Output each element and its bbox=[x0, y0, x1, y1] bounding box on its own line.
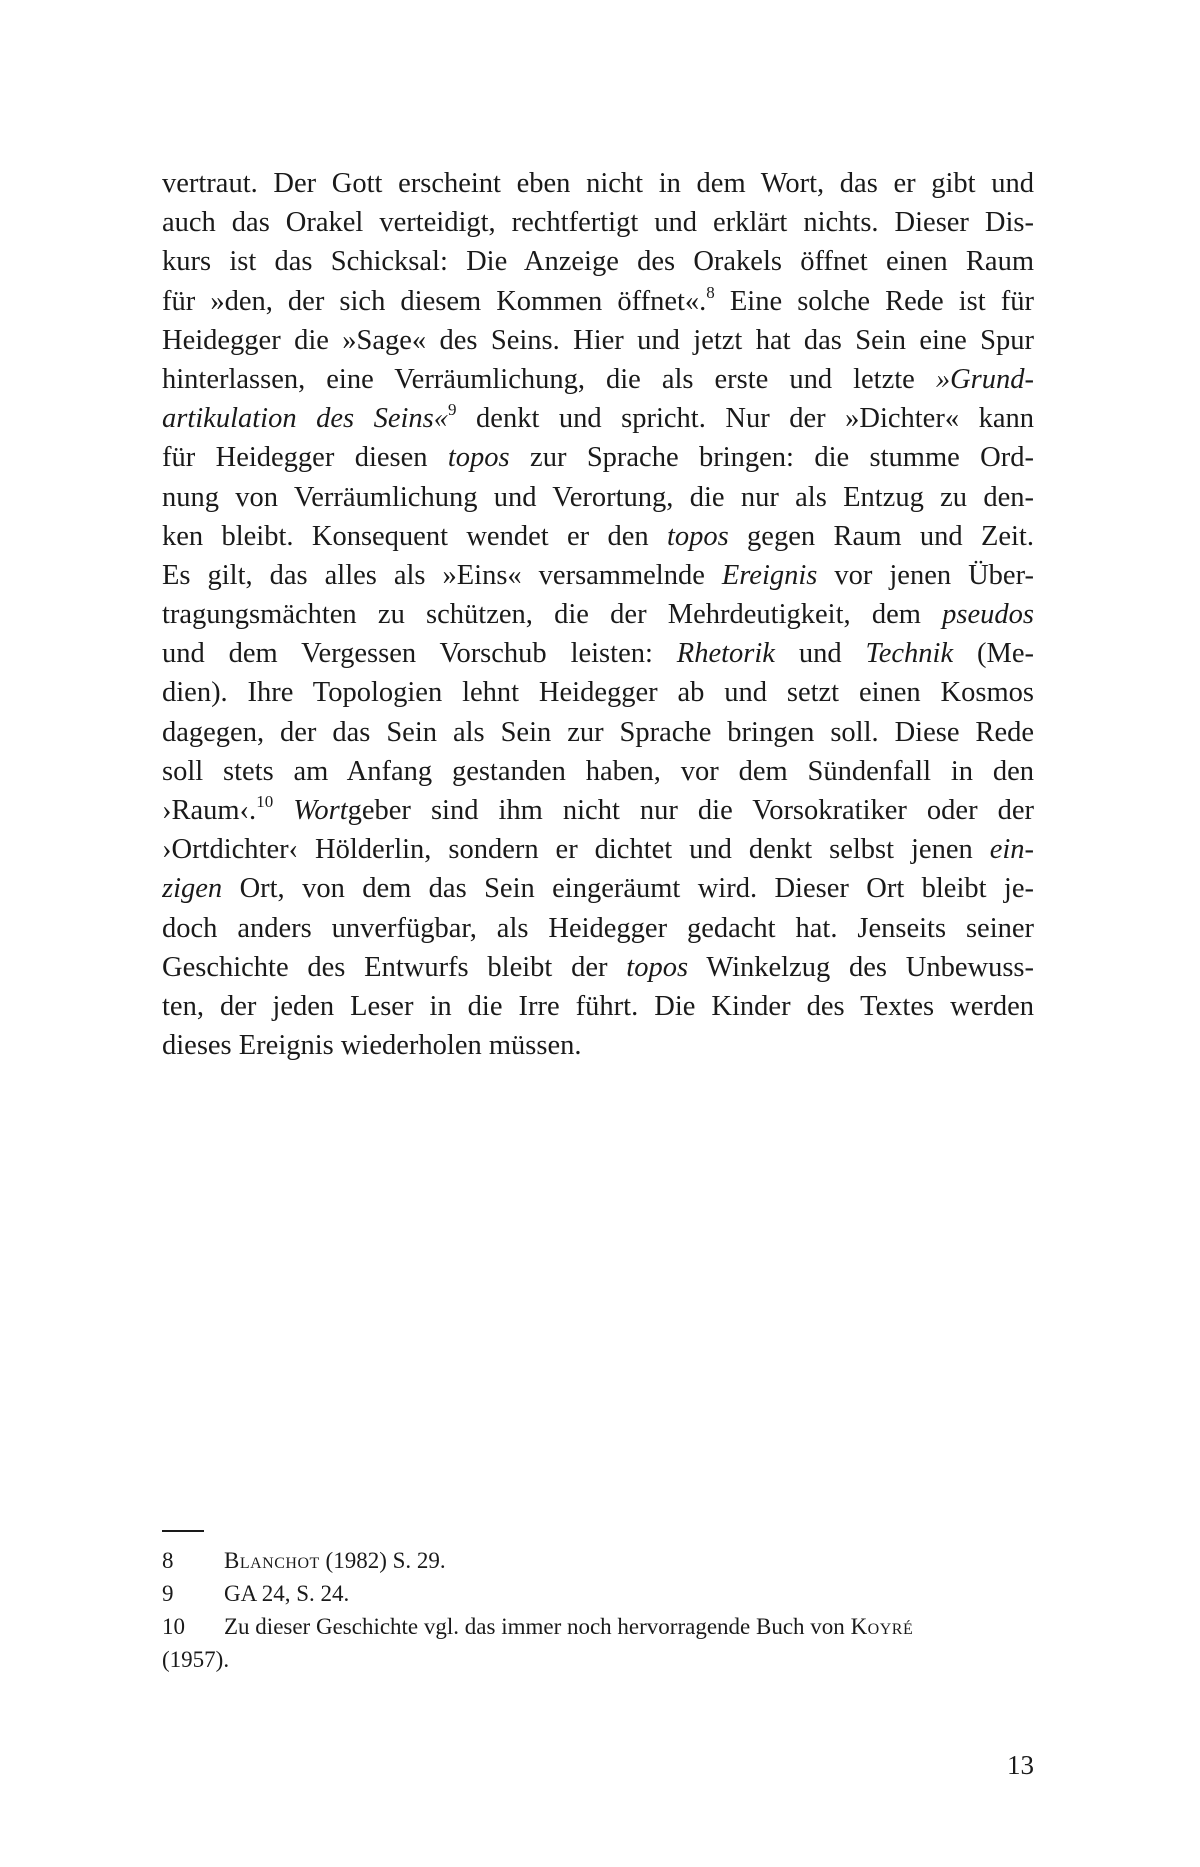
footnote-ref[interactable]: 8 bbox=[706, 282, 715, 302]
text-line bbox=[162, 752, 1034, 791]
author-name: Koyré bbox=[850, 1614, 914, 1639]
italic-run: pseudos bbox=[942, 599, 1034, 631]
text-run: dieses Ereignis wiederholen müssen. bbox=[162, 1030, 582, 1062]
footnote-ref[interactable]: 9 bbox=[448, 400, 457, 420]
footnote-separator bbox=[162, 1530, 204, 1532]
text-run: dagegen, der das Sein als Sein zur Sprache bringen soll. Diese Rede bbox=[162, 716, 1034, 748]
text-run: Eine solche Rede ist für bbox=[714, 285, 1034, 317]
text-run: ›Ortdichter‹ Hölderlin, sondern er dichtet und denkt selbst jenen bbox=[162, 834, 990, 866]
text-run: vor jenen Über- bbox=[817, 559, 1034, 591]
text-line bbox=[162, 1026, 1034, 1065]
footnote-text-run: Zu dieser Geschichte vgl. das immer noch hervorragende Buch von bbox=[224, 1614, 851, 1639]
italic-run: Technik bbox=[865, 638, 954, 670]
text-line bbox=[162, 203, 1034, 242]
italic-run: topos bbox=[626, 951, 689, 983]
text-line bbox=[162, 556, 1034, 595]
italic-run: Wort bbox=[273, 795, 348, 826]
text-run: auch das Orakel verteidigt, rechtfertigt und erklärt nichts. Dieser Dis- bbox=[162, 207, 1034, 239]
text-run: ken bleibt. Konsequent wendet er den bbox=[162, 520, 667, 552]
text-line bbox=[162, 478, 1034, 517]
text-line bbox=[162, 987, 1034, 1026]
footnote bbox=[162, 1544, 1034, 1577]
page-number: 13 bbox=[1007, 1750, 1034, 1780]
author-name: Blanchot bbox=[224, 1548, 320, 1573]
text-run: kurs ist das Schicksal: Die Anzeige des Orakels öffnet einen Raum bbox=[162, 246, 1034, 278]
italic-run: »Grund- bbox=[935, 363, 1034, 395]
footnote bbox=[162, 1610, 1034, 1643]
text-run: und bbox=[774, 638, 866, 670]
text-line bbox=[162, 438, 1034, 477]
text-run: doch anders unverfügbar, als Heidegger gedacht hat. Jenseits seiner bbox=[162, 912, 1034, 944]
text-run: Winkelzug des Unbewuss- bbox=[688, 951, 1034, 983]
text-run: für »den, der sich diesem Kommen öffnet«. bbox=[162, 285, 707, 317]
footnote-text: GA 24, S. 24. bbox=[224, 1581, 350, 1606]
footnote-continuation bbox=[162, 1643, 1034, 1676]
text-line bbox=[162, 909, 1034, 948]
text-line bbox=[162, 321, 1034, 360]
italic-run: Ereignis bbox=[721, 559, 818, 591]
text-run: nung von Verräumlichung und Verortung, die nur als Entzug zu den- bbox=[162, 481, 1034, 513]
text-line bbox=[162, 634, 1034, 673]
text-line bbox=[162, 673, 1034, 712]
italic-run: topos bbox=[666, 520, 729, 552]
text-line bbox=[162, 360, 1034, 399]
italic-run: ein- bbox=[989, 834, 1034, 866]
text-line bbox=[162, 517, 1034, 556]
footnote-ref[interactable]: 10 bbox=[256, 792, 274, 811]
footnote-text bbox=[224, 1610, 913, 1643]
text-run: Ort, von dem das Sein eingeräumt wird. Dieser Ort bleibt je- bbox=[222, 873, 1034, 905]
text-run: Heidegger die »Sage« des Seins. Hier und jetzt hat das Sein eine Spur bbox=[162, 324, 1034, 356]
text-run: gegen Raum und Zeit. bbox=[728, 520, 1034, 552]
text-run: denkt und spricht. Nur der »Dichter« kann bbox=[456, 403, 1034, 435]
text-run: (Me- bbox=[953, 638, 1034, 670]
footnote-number: 10 bbox=[162, 1614, 185, 1639]
text-line bbox=[162, 830, 1034, 869]
text-run: hinterlassen, eine Verräumlichung, die als erste und letzte bbox=[162, 363, 936, 395]
italic-run: topos bbox=[447, 442, 510, 474]
text-run: ten, der jeden Leser in die Irre führt. Die Kinder des Textes werden bbox=[162, 990, 1034, 1022]
text-line bbox=[162, 791, 1034, 830]
text-line bbox=[162, 713, 1034, 752]
text-run: für Heidegger diesen bbox=[162, 442, 448, 474]
footnote-text bbox=[224, 1544, 446, 1577]
italic-run: zigen bbox=[162, 873, 223, 905]
italic-run: artikulation des Seins« bbox=[162, 403, 449, 435]
text-run: und dem Vergessen Vorschub leisten: bbox=[162, 638, 677, 670]
footnote bbox=[162, 1577, 1034, 1610]
text-run: tragungsmächten zu schützen, die der Mehrdeutigkeit, dem bbox=[162, 599, 943, 631]
text-run: soll stets am Anfang gestanden haben, vor dem Sündenfall in den bbox=[162, 755, 1034, 787]
text-line bbox=[162, 164, 1034, 203]
text-run: vertraut. Der Gott erscheint eben nicht in dem Wort, das er gibt und bbox=[162, 168, 1034, 199]
main-text bbox=[162, 164, 1034, 1065]
text-run: Geschichte des Entwurfs bleibt der bbox=[162, 951, 627, 983]
text-line bbox=[162, 595, 1034, 634]
text-line bbox=[162, 948, 1034, 987]
text-line bbox=[162, 399, 1034, 438]
footnotes bbox=[162, 1544, 1034, 1676]
text-line bbox=[162, 242, 1034, 281]
footnote-text: (1957). bbox=[162, 1647, 230, 1672]
text-run: zur Sprache bringen: die stumme Ord- bbox=[509, 442, 1034, 474]
footnote-number: 8 bbox=[162, 1548, 174, 1573]
footnote-number: 9 bbox=[162, 1581, 174, 1606]
italic-run: Rhetorik bbox=[676, 638, 775, 670]
text-line bbox=[162, 282, 1034, 321]
text-run: dien). Ihre Topologien lehnt Heidegger ab und setzt einen Kosmos bbox=[162, 677, 1034, 709]
text-run: geber sind ihm nicht nur die Vorsokratiker oder der bbox=[347, 795, 1034, 826]
text-run: ›Raum‹. bbox=[162, 795, 257, 826]
text-line bbox=[162, 869, 1034, 908]
text-run: Es gilt, das alles als »Eins« versammelnde bbox=[162, 559, 722, 591]
footnote-text-run: (1982) S. 29. bbox=[319, 1548, 446, 1573]
